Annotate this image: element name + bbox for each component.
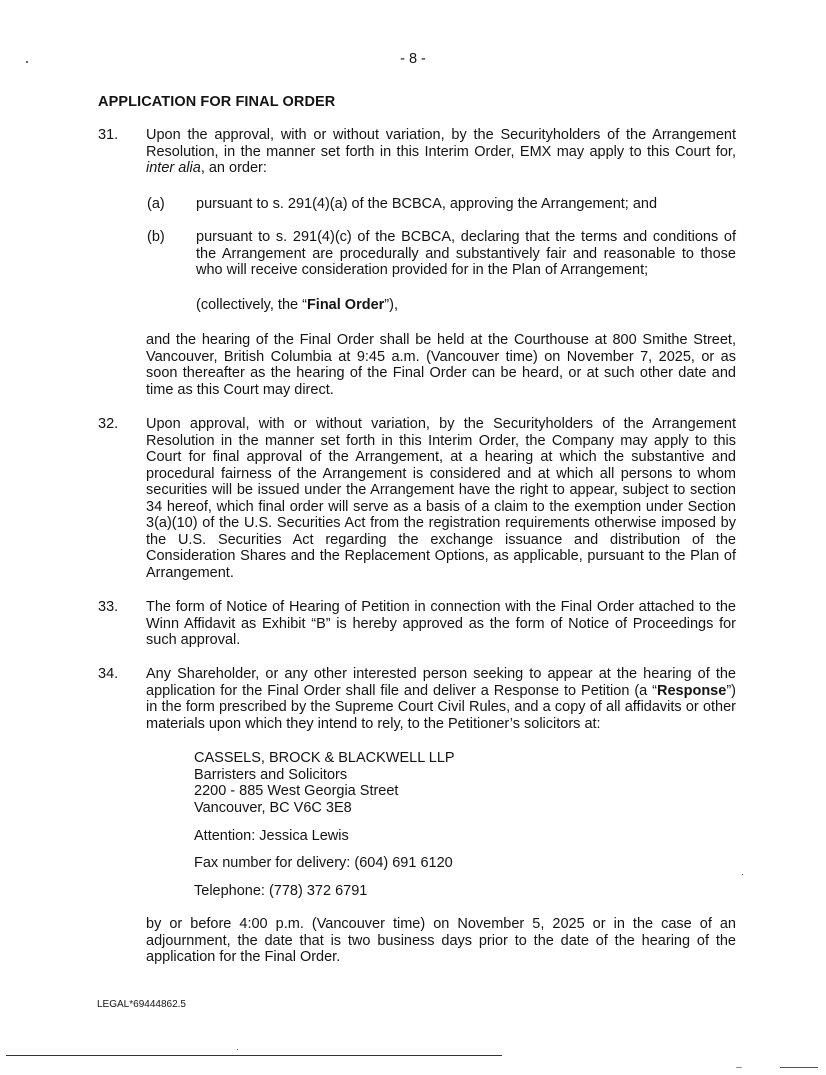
para-32-text: Upon approval, with or without variation, by the Securityholders of the Arrangement Resolution in the manner set forth in this Interim Order, the Company may apply to this Court for final approval of the Arrangement, at a hearing at which the substantive and procedural fairness of the Arrangement is considered and at which all persons to whom securities will be issued under the Arrangement have the right to appear, subject to section 34 hereof, which final order will serve as a basis of a claim to the exemption under Section 3(a)(10) of the U.S. Securities Act from the registration requirements otherwise imposed by the U.S. Securities Act regarding the exchange issuance and distribution of the Consideration Shares and the Replacement Options, as applicable, pursuant to the Plan of Arrangement. bbox=[146, 416, 736, 581]
para-32-number: 32. bbox=[98, 416, 119, 432]
footer-document-code: LEGAL*69444862.5 bbox=[97, 999, 186, 1010]
scan-speck bbox=[237, 1049, 238, 1050]
para-33-text: The form of Notice of Hearing of Petition in connection with the Final Order attached to the Winn Affidavit as Exhibit “B” is hereby approved as the form of Notice of Proceedings for such approval. bbox=[146, 599, 736, 648]
solicitor-address bbox=[194, 750, 455, 816]
address-line: Barristers and Solicitors bbox=[194, 766, 348, 783]
item-a-label: (a) bbox=[147, 196, 165, 212]
response-term: Response bbox=[657, 682, 727, 699]
item-b-text: pursuant to s. 291(4)(c) of the BCBCA, declaring that the terms and conditions of the Arrangement are procedurally and substantively fair and reasonable to those who will receive consideration provided for in the Plan of Arrangement; bbox=[196, 229, 736, 278]
section-heading: APPLICATION FOR FINAL ORDER bbox=[98, 94, 336, 110]
attention-line: Attention: Jessica Lewis bbox=[194, 828, 349, 844]
address-line: Vancouver, BC V6C 3E8 bbox=[194, 799, 352, 816]
para-31-text: Upon the approval, with or without variation, by the Securityholders of the Arrangement Resolution, in the manner set forth in this Interim Order, EMX may apply to this Court for, inter alia, an order: bbox=[146, 127, 736, 176]
fax-line: Fax number for delivery: (604) 691 6120 bbox=[194, 855, 453, 871]
para-34-number: 34. bbox=[98, 666, 119, 682]
address-line: 2200 - 885 West Georgia Street bbox=[194, 783, 399, 799]
item-a-text: pursuant to s. 291(4)(a) of the BCBCA, approving the Arrangement; and bbox=[196, 196, 658, 212]
item-b-label: (b) bbox=[147, 229, 165, 245]
scan-speck bbox=[736, 1067, 742, 1068]
para-33-number: 33. bbox=[98, 599, 119, 615]
firm-name: CASSELS, BROCK & BLACKWELL LLP bbox=[194, 750, 455, 766]
scan-speck bbox=[742, 874, 743, 875]
para-34-closing: by or before 4:00 p.m. (Vancouver time) on November 5, 2025 or in the case of an adjournment, the date that is two business days prior to the date of the hearing of the application for the Final Order. bbox=[146, 916, 736, 965]
collective-definition: (collectively, the “Final Order”), bbox=[196, 297, 398, 313]
footer-rule bbox=[6, 1055, 502, 1056]
para-34-text: Any Shareholder, or any other interested person seeking to appear at the hearing of the application for the Final Order shall file and deliver a Response to Petition (a “Response”) in the form prescribed by the Supreme Court Civil Rules, and a copy of all affidavits or other materials upon which they intend to rely, to the Petitioner’s solicitors at: bbox=[146, 666, 736, 732]
final-order-term: Final Order bbox=[306, 297, 385, 313]
para-31-number: 31. bbox=[98, 127, 119, 143]
para-31-italic: inter alia bbox=[146, 160, 201, 176]
page-number: - 8 - bbox=[400, 51, 426, 67]
telephone-line: Telephone: (778) 372 6791 bbox=[194, 883, 368, 899]
footer-rule-right bbox=[780, 1067, 818, 1068]
para-31-closing: and the hearing of the Final Order shall be held at the Courthouse at 800 Smithe Street, Vancouver, British Columbia at 9:45 a.m. (Vancouver time) on November 7, 2025, or as soon thereafter as the hearing of the Final Order can be heard, or at such other date and time as this Court may direct. bbox=[146, 332, 736, 398]
